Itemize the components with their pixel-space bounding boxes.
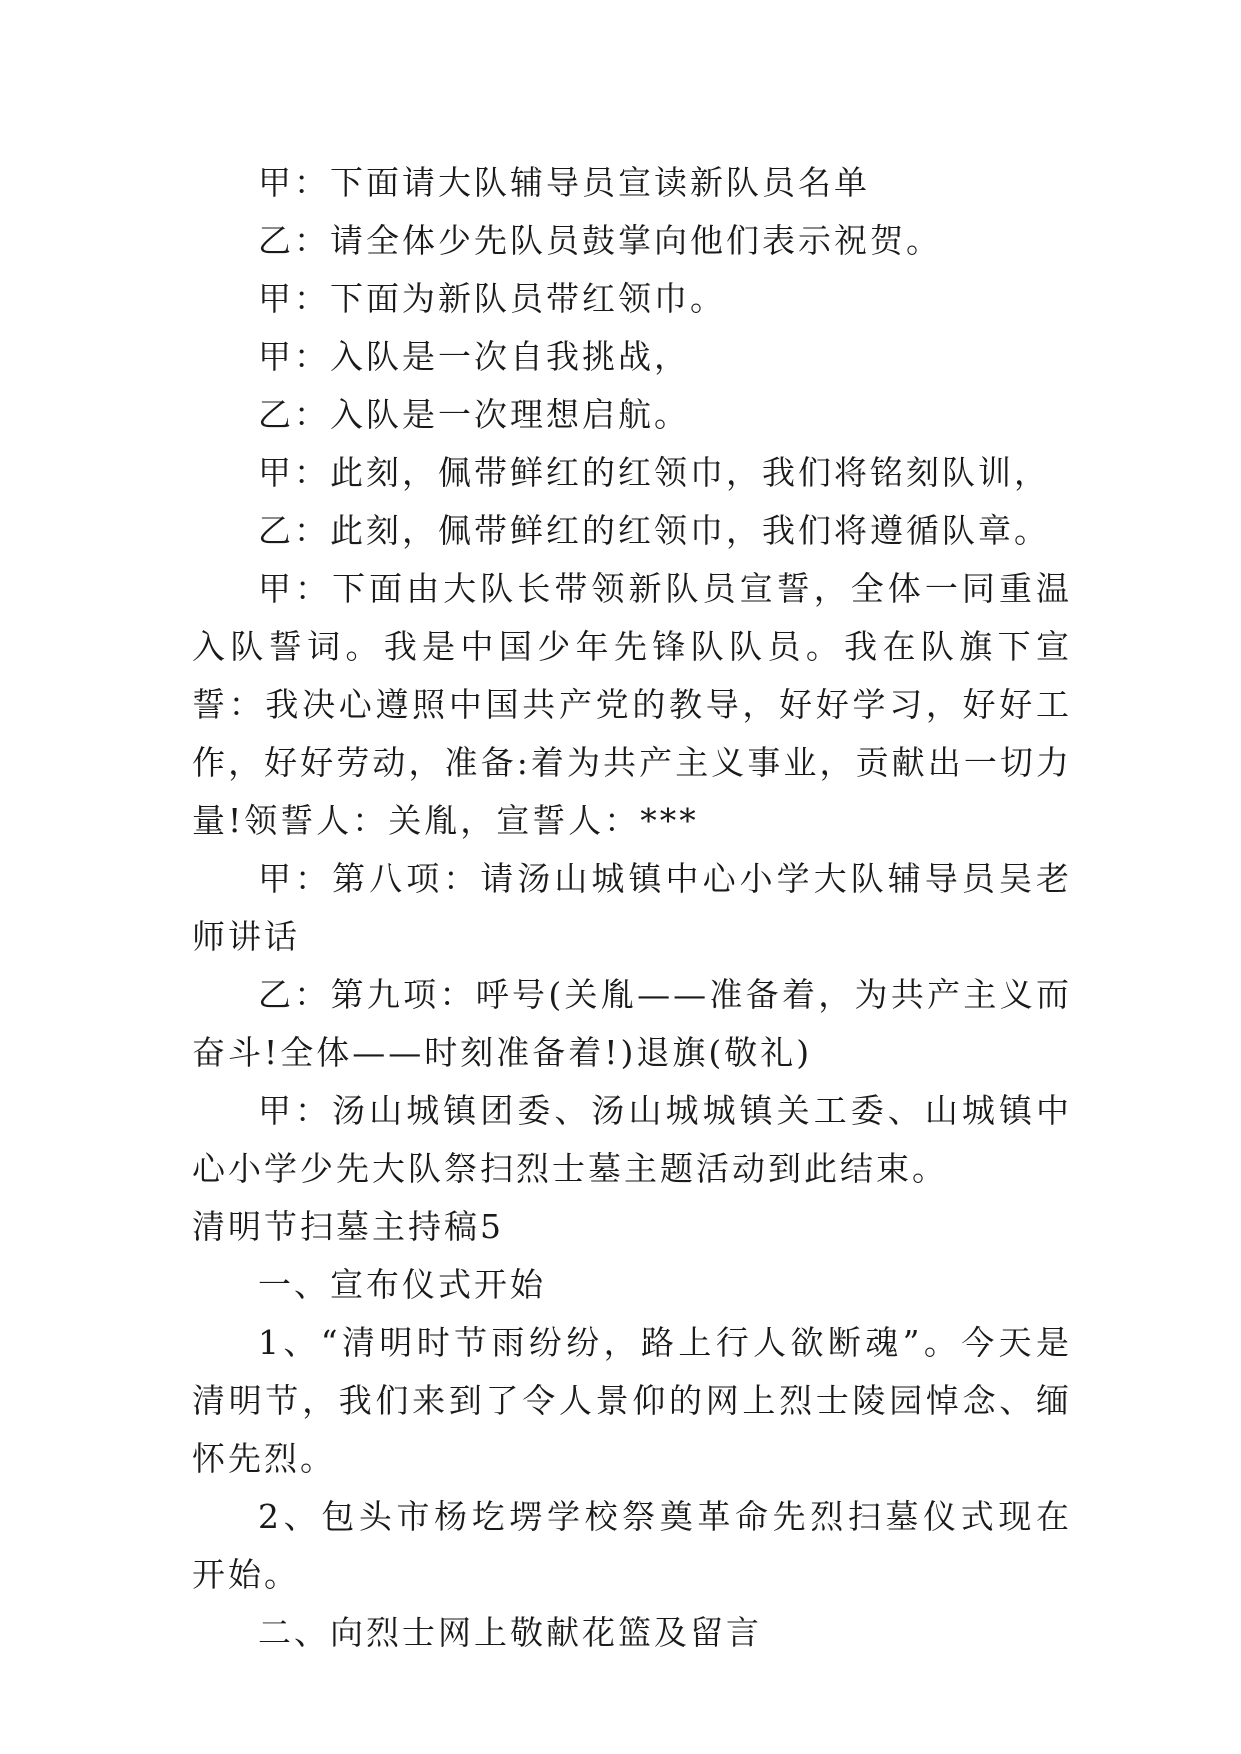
document-body: [192, 154, 1072, 1662]
section-paragraph: 一、宣布仪式开始: [258, 1265, 546, 1304]
paragraph: 乙：入队是一次理想启航。: [258, 395, 690, 434]
paragraph: 甲：此刻，佩带鲜红的红领巾，我们将铭刻队训，: [258, 453, 1050, 492]
paragraph: 甲：第八项：请汤山城镇中心小学大队辅导员吴老师讲话: [192, 859, 1072, 956]
paragraph: 甲：入队是一次自我挑战，: [258, 337, 690, 376]
section-paragraph: 二、向烈士网上敬献花篮及留言: [258, 1613, 762, 1652]
paragraph: 甲：下面请大队辅导员宣读新队员名单: [258, 163, 870, 202]
paragraph-oath: 甲：下面由大队长带领新队员宣誓，全体一同重温入队誓词。我是中国少年先锋队队员。我在队旗下宣誓：我决心遵照中国共产党的教导，好好学习，好好工作，好好劳动，准备:着为共产主义事业，贡献出一切力量!领誓人：关胤，宣誓人：***: [192, 569, 1072, 840]
paragraph: 甲：下面为新队员带红领巾。: [258, 279, 726, 318]
paragraph: 乙：此刻，佩带鲜红的红领巾，我们将遵循队章。: [258, 511, 1050, 550]
section-paragraph: 2、包头市杨圪塄学校祭奠革命先烈扫墓仪式现在开始。: [192, 1497, 1072, 1594]
paragraph: 甲：汤山城镇团委、汤山城城镇关工委、山城镇中心小学少先大队祭扫烈士墓主题活动到此结束。: [192, 1091, 1072, 1188]
paragraph: 乙：第九项：呼号(关胤——准备着，为共产主义而奋斗!全体——时刻准备着!)退旗(敬礼): [192, 975, 1072, 1072]
section-title: 清明节扫墓主持稿5: [192, 1207, 504, 1246]
section-paragraph: 1、“清明时节雨纷纷，路上行人欲断魂”。今天是清明节，我们来到了令人景仰的网上烈士陵园悼念、缅怀先烈。: [192, 1323, 1072, 1478]
paragraph: 乙：请全体少先队员鼓掌向他们表示祝贺。: [258, 221, 942, 260]
